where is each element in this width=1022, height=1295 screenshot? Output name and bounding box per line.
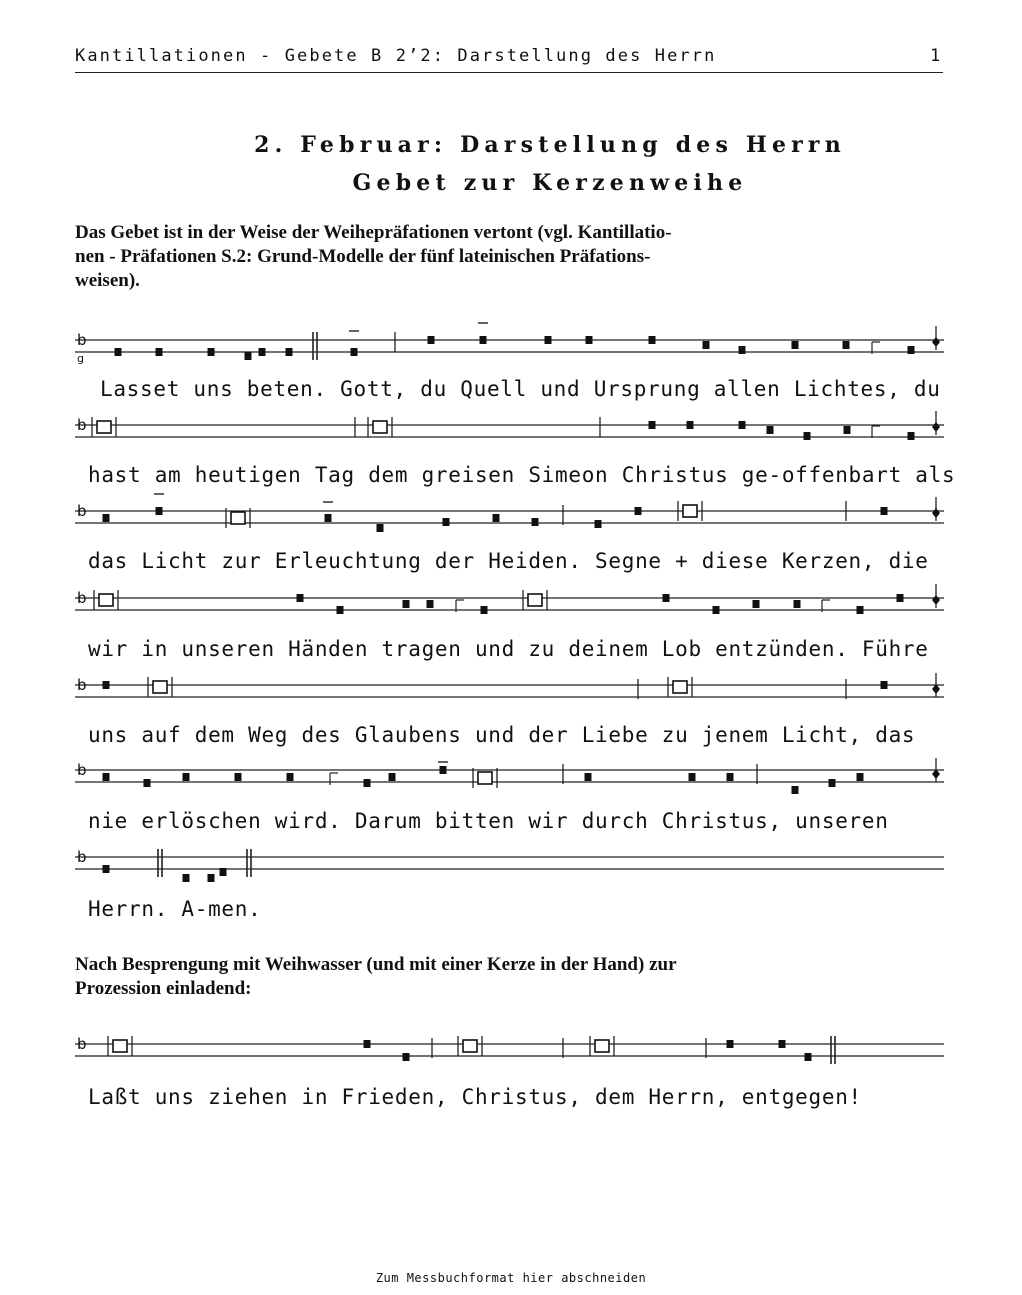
note xyxy=(427,600,434,608)
note xyxy=(635,507,642,515)
note xyxy=(156,507,163,515)
note xyxy=(908,346,915,354)
recitation-note xyxy=(673,681,687,693)
flat-clef: b xyxy=(77,416,87,434)
procession-instruction xyxy=(75,953,935,1001)
note xyxy=(844,426,851,434)
note xyxy=(792,786,799,794)
note xyxy=(364,779,371,787)
procession-line: Nach Besprengung mit Weihwasser (und mit einer Kerze in der Hand) zur xyxy=(75,954,677,975)
note xyxy=(649,421,656,429)
flat-clef: b xyxy=(77,502,87,520)
note xyxy=(183,874,190,882)
note xyxy=(649,336,656,344)
chant-lyric-line: hast am heutigen Tag dem greisen Simeon Christus ge-offenbart als xyxy=(88,463,956,487)
note xyxy=(259,348,266,356)
note xyxy=(220,868,227,876)
note xyxy=(156,348,163,356)
note xyxy=(703,341,710,349)
note xyxy=(792,341,799,349)
cut-line-note: Zum Messbuchformat hier abschneiden xyxy=(375,1271,647,1285)
chant-lyric-line: Herrn. A-men. xyxy=(88,897,262,921)
note xyxy=(208,874,215,882)
note xyxy=(805,1053,812,1061)
note xyxy=(595,520,602,528)
note xyxy=(351,348,358,356)
procession-line: Prozession einladend: xyxy=(75,978,252,999)
note xyxy=(687,421,694,429)
note xyxy=(739,421,746,429)
note xyxy=(908,432,915,440)
note xyxy=(377,524,384,532)
note xyxy=(897,594,904,602)
intro-line: nen - Präfationen S.2: Grund-Modelle der fünf lateinischen Präfations- xyxy=(75,246,651,267)
recitation-note xyxy=(153,681,167,693)
note xyxy=(103,681,110,689)
chant-lyric-line: uns auf dem Weg des Glaubens und der Liebe zu jenem Licht, das xyxy=(88,723,916,747)
note xyxy=(103,865,110,873)
chant-lyric-line: das Licht zur Erleuchtung der Heiden. Segne + diese Kerzen, die xyxy=(88,549,929,573)
flat-clef: b xyxy=(77,676,87,694)
note xyxy=(440,766,447,774)
note xyxy=(493,514,500,522)
chant-lyric-line: nie erlöschen wird. Darum bitten wir durch Christus, unseren xyxy=(88,809,889,833)
recitation-note xyxy=(463,1040,477,1052)
page-subtitle: Gebet zur Kerzenweihe xyxy=(352,170,748,196)
note xyxy=(829,779,836,787)
ending-mark xyxy=(932,422,940,432)
note xyxy=(287,773,294,781)
recitation-note xyxy=(683,505,697,517)
note xyxy=(389,773,396,781)
note xyxy=(364,1040,371,1048)
ending-mark xyxy=(932,508,940,518)
page-number: 1 xyxy=(930,46,941,66)
note xyxy=(727,773,734,781)
note xyxy=(713,606,720,614)
note xyxy=(545,336,552,344)
note xyxy=(245,352,252,360)
note xyxy=(857,773,864,781)
note xyxy=(103,514,110,522)
flat-clef: b xyxy=(77,1035,87,1053)
note xyxy=(739,346,746,354)
note xyxy=(235,773,242,781)
ending-mark xyxy=(932,337,940,347)
note xyxy=(532,518,539,526)
note xyxy=(286,348,293,356)
flat-clef: b xyxy=(77,848,87,866)
note xyxy=(804,432,811,440)
note xyxy=(403,600,410,608)
recitation-note xyxy=(99,594,113,606)
recitation-note xyxy=(595,1040,609,1052)
recitation-note xyxy=(231,512,245,524)
note xyxy=(297,594,304,602)
g-clef: g xyxy=(77,352,84,365)
recitation-note xyxy=(478,772,492,784)
note xyxy=(403,1053,410,1061)
note xyxy=(767,426,774,434)
chant-lyric-line: wir in unseren Händen tragen und zu deinem Lob entzünden. Führe xyxy=(88,637,929,661)
recitation-note xyxy=(373,421,387,433)
note xyxy=(103,773,110,781)
note xyxy=(183,773,190,781)
note xyxy=(481,606,488,614)
intro-line: Das Gebet ist in der Weise der Weihepräfationen vertont (vgl. Kantillatio- xyxy=(75,222,672,243)
note xyxy=(727,1040,734,1048)
ending-mark xyxy=(932,595,940,605)
note xyxy=(753,600,760,608)
note xyxy=(881,507,888,515)
note xyxy=(689,773,696,781)
recitation-note xyxy=(528,594,542,606)
note xyxy=(794,600,801,608)
note xyxy=(881,681,888,689)
note xyxy=(480,336,487,344)
flat-clef: b xyxy=(77,331,87,349)
note xyxy=(843,341,850,349)
recitation-note xyxy=(97,421,111,433)
procession-lyric: Laßt uns ziehen in Frieden, Christus, dem Herrn, entgegen! xyxy=(88,1085,862,1109)
note xyxy=(779,1040,786,1048)
note xyxy=(585,773,592,781)
note xyxy=(428,336,435,344)
chant-lyric-line: Lasset uns beten. Gott, du Quell und Ursprung allen Lichtes, du xyxy=(100,377,941,401)
flat-clef: b xyxy=(77,761,87,779)
note xyxy=(208,348,215,356)
note xyxy=(443,518,450,526)
note xyxy=(325,514,332,522)
note xyxy=(115,348,122,356)
note xyxy=(857,606,864,614)
note xyxy=(586,336,593,344)
page-title: 2. Februar: Darstellung des Herrn xyxy=(254,132,846,158)
flat-clef: b xyxy=(77,589,87,607)
recitation-note xyxy=(113,1040,127,1052)
intro-line: weisen). xyxy=(75,270,140,291)
note xyxy=(663,594,670,602)
note xyxy=(337,606,344,614)
running-header-title: Kantillationen - Gebete B 2’2: Darstellung des Herrn xyxy=(75,46,717,66)
note xyxy=(144,779,151,787)
